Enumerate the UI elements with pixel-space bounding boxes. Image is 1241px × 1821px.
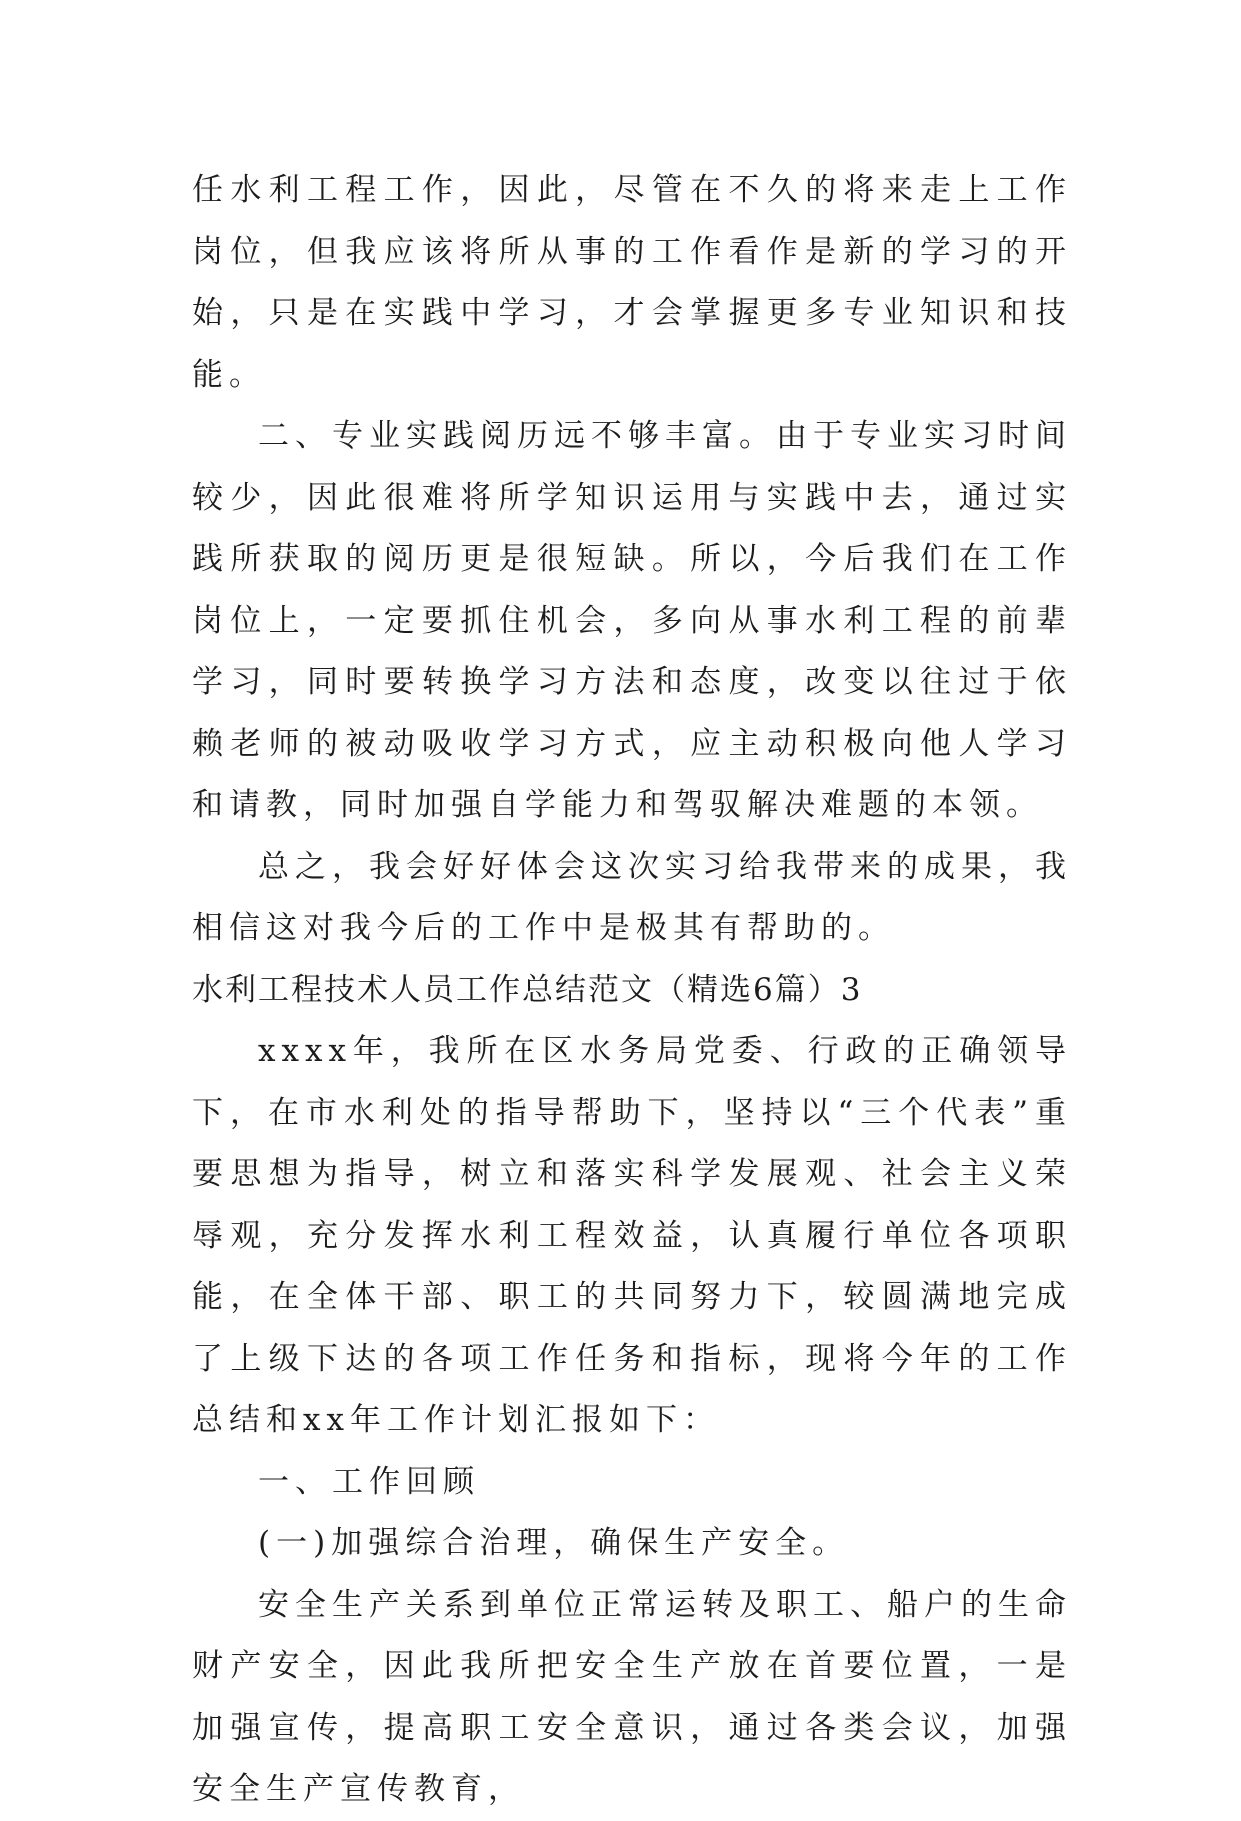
paragraph: 一、工作回顾: [258, 1463, 480, 1500]
paragraph: (一)加强综合治理，确保生产安全。: [258, 1525, 850, 1561]
section-heading: 水利工程技术人员工作总结范文（精选6篇）3: [192, 971, 863, 1008]
paragraph: 总之，我会好好体会这次实习给我带来的成果，我相信这对我今后的工作中是极其有帮助的。: [192, 848, 1072, 946]
document-body: [192, 160, 1072, 1821]
paragraph: 安全生产关系到单位正常运转及职工、船户的生命财产安全，因此我所把安全生产放在首要位置，一是加强宣传，提高职工安全意识，通过各类会议，加强安全生产宣传教育，: [192, 1586, 1072, 1807]
paragraph: 二、专业实践阅历远不够丰富。由于专业实习时间较少，因此很难将所学知识运用与实践中去，通过实践所获取的阅历更是很短缺。所以，今后我们在工作岗位上，一定要抓住机会，多向从事水利工程的前辈学习，同时要转换学习方法和态度，改变以往过于依赖老师的被动吸收学习方式，应主动积极向他人学习和请教，同时加强自学能力和驾驭解决难题的本领。: [192, 418, 1072, 823]
paragraph: 任水利工程工作，因此，尽管在不久的将来走上工作岗位，但我应该将所从事的工作看作是新的学习的开始，只是在实践中学习，才会掌握更多专业知识和技能。: [192, 172, 1072, 393]
paragraph: xxxx年，我所在区水务局党委、行政的正确领导下，在市水利处的指导帮助下，坚持以“三个代表”重要思想为指导，树立和落实科学发展观、社会主义荣辱观，充分发挥水利工程效益，认真履行单位各项职能，在全体干部、职工的共同努力下，较圆满地完成了上级下达的各项工作任务和指标，现将今年的工作总结和xx年工作计划汇报如下：: [192, 1033, 1072, 1438]
